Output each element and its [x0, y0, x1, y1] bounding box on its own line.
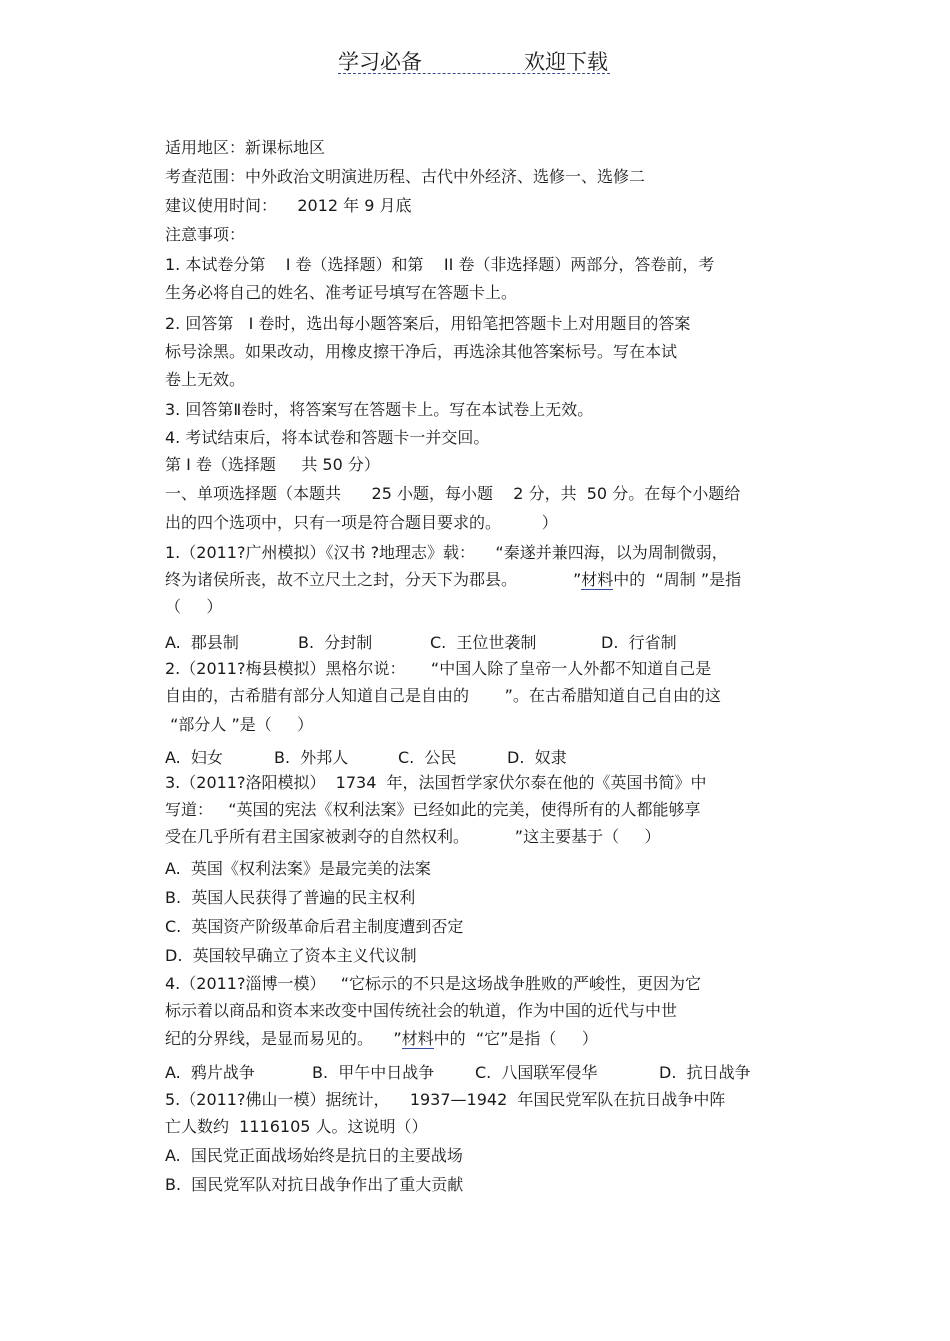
- q2-option-b[interactable]: B. 外邦人: [274, 748, 349, 767]
- time-line: 建议使用时间： 2012 年 9 月底: [165, 196, 412, 215]
- q1-line-3: （ ）: [165, 597, 223, 616]
- q2-line-1: 2.（2011?梅县模拟）黑格尔说： “中国人除了皇帝一人外都不知道自己是: [165, 659, 712, 678]
- q3-line-2: 写道： “英国的宪法《权利法案》已经如此的完美，使得所有的人都能够享: [165, 800, 701, 819]
- q1-material-link: 材料: [581, 570, 614, 589]
- q4-options: [165, 1060, 805, 1080]
- q2-option-c[interactable]: C. 公民: [398, 748, 457, 767]
- q3-line-3: 受在几乎所有君主国家被剥夺的自然权利。 ”这主要基于（ ）: [165, 827, 661, 846]
- notes-title: 注意事项：: [165, 225, 246, 244]
- q1-option-d[interactable]: D. 行省制: [601, 633, 677, 652]
- header-rule: [338, 73, 610, 74]
- q1-line-2b: 中的 “周制 ”是指: [613, 570, 742, 589]
- region-line: 适用地区：新课标地区: [165, 138, 326, 157]
- section-title: 第 I 卷（选择题 共 50 分）: [165, 455, 380, 474]
- q3-option-d[interactable]: D. 英国较早确立了资本主义代议制: [165, 946, 417, 965]
- q4-line-1: 4.（2011?淄博一模） “它标示的不只是这场战争胜败的严峻性，更因为它: [165, 974, 702, 993]
- header-right: 欢迎下载: [524, 50, 608, 74]
- q2-line-2: 自由的，古希腊有部分人知道自己是自由的 ”。在古希腊知道自己自由的这: [165, 686, 721, 705]
- q2-option-d[interactable]: D. 奴隶: [507, 748, 567, 767]
- q1-options: [165, 630, 805, 650]
- q1-line-1: 1.（2011?广州模拟）《汉书 ?地理志》载： “秦遂并兼四海，以为周制微弱，: [165, 543, 728, 562]
- q3-option-b[interactable]: B. 英国人民获得了普遍的民主权利: [165, 888, 416, 907]
- section-instruction-2: 出的四个选项中，只有一项是符合题目要求的。 ）: [165, 513, 558, 532]
- page-header: [338, 46, 610, 76]
- note-4-line-1: 4. 考试结束后，将本试卷和答题卡一并交回。: [165, 428, 490, 447]
- note-2-line-1: 2. 回答第 I 卷时，选出每小题答案后，用铅笔把答题卡上对用题目的答案: [165, 314, 691, 333]
- q4-option-a[interactable]: A. 鸦片战争: [165, 1063, 255, 1082]
- q4-option-b[interactable]: B. 甲午中日战争: [312, 1063, 435, 1082]
- q3-option-c[interactable]: C. 英国资产阶级革命后君主制度遭到否定: [165, 917, 464, 936]
- q3-line-1: 3.（2011?洛阳模拟） 1734 年，法国哲学家伏尔泰在他的《英国书简》中: [165, 773, 707, 792]
- note-1-line-2: 生务必将自己的姓名、准考证号填写在答题卡上。: [165, 283, 518, 302]
- q4-option-c[interactable]: C. 八国联军侵华: [475, 1063, 598, 1082]
- q3-option-a[interactable]: A. 英国《权利法案》是最完美的法案: [165, 859, 431, 878]
- q1-line-2: [165, 570, 741, 590]
- q5-line-1: 5.（2011?佛山一模）据统计， 1937—1942 年国民党军队在抗日战争中阵: [165, 1090, 726, 1109]
- q4-line-3a: 纪的分界线，是显而易见的。 ”: [165, 1029, 402, 1048]
- q4-material-link: 材料: [401, 1029, 434, 1048]
- header-left: 学习必备: [338, 50, 422, 74]
- q5-line-2: 亡人数约 1116105 人。这说明（）: [165, 1117, 428, 1136]
- q1-option-a[interactable]: A. 郡县制: [165, 633, 239, 652]
- note-2-line-2: 标号涂黑。如果改动，用橡皮擦干净后，再选涂其他答案标号。写在本试: [165, 342, 678, 361]
- q1-option-b[interactable]: B. 分封制: [298, 633, 373, 652]
- section-instruction-1: 一、单项选择题（本题共 25 小题，每小题 2 分，共 50 分。在每个小题给: [165, 484, 741, 503]
- note-3-line-1: 3. 回答第Ⅱ卷时，将答案写在答题卡上。写在本试卷上无效。: [165, 400, 594, 419]
- q4-line-3: [165, 1029, 598, 1049]
- scope-line: 考查范围：中外政治文明演进历程、古代中外经济、选修一、选修二: [165, 167, 646, 186]
- q4-line-3b: 中的 “它”是指（ ）: [433, 1029, 598, 1048]
- q5-option-b[interactable]: B. 国民党军队对抗日战争作出了重大贡献: [165, 1175, 464, 1194]
- q2-line-3: “部分人 ”是（ ）: [165, 715, 314, 734]
- q2-options: [165, 745, 805, 765]
- q5-option-a[interactable]: A. 国民党正面战场始终是抗日的主要战场: [165, 1146, 463, 1165]
- q4-option-d[interactable]: D. 抗日战争: [659, 1063, 751, 1082]
- q1-line-2a: 终为诸侯所丧，故不立尺土之封，分天下为郡县。 ”: [165, 570, 582, 589]
- note-2-line-3: 卷上无效。: [165, 370, 246, 389]
- q2-option-a[interactable]: A. 妇女: [165, 748, 223, 767]
- q1-option-c[interactable]: C. 王位世袭制: [430, 633, 537, 652]
- q4-line-2: 标示着以商品和资本来改变中国传统社会的轨道，作为中国的近代与中世: [165, 1001, 678, 1020]
- note-1-line-1: 1. 本试卷分第 I 卷（选择题）和第 II 卷（非选择题）两部分，答卷前，考: [165, 255, 715, 274]
